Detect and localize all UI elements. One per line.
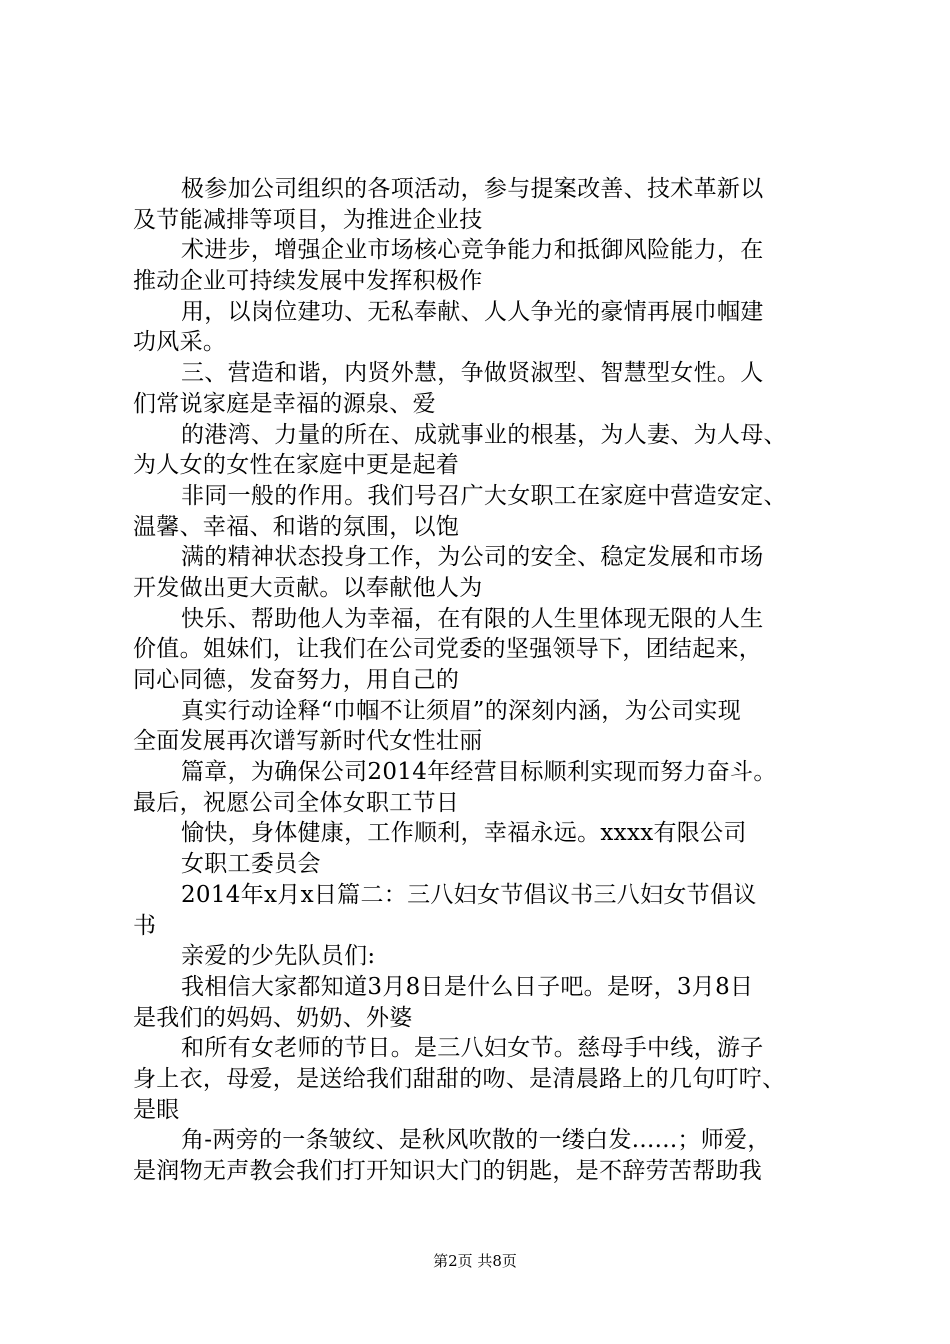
text-line: 全面发展再次谱写新时代女性壮丽 <box>133 728 483 755</box>
text-line: 三、营造和谐，内贤外慧，争做贤淑型、智慧型女性。人 <box>181 360 764 387</box>
text-line: 价值。姐妹们，让我们在公司党委的坚强领导下，团结起来， <box>133 636 763 663</box>
page-footer: 第2页 共8页 <box>433 1252 517 1270</box>
text-line: 愉快，身体健康，工作顺利，幸福永远。xxxx有限公司 <box>181 820 747 847</box>
text-line: 真实行动诠释“巾帼不让须眉”的深刻内涵，为公司实现 <box>181 697 742 724</box>
text-line: 女职工委员会 <box>181 851 321 878</box>
text-line: 我相信大家都知道3月8日是什么日子吧。是呀，3月8日 <box>181 973 754 1000</box>
text-line: 2014年x月x日篇二：三八妇女节倡议书三八妇女节倡议 <box>181 881 757 908</box>
text-line: 为人女的女性在家庭中更是起着 <box>133 452 460 479</box>
text-line: 是润物无声教会我们打开知识大门的钥匙，是不辞劳苦帮助我 <box>133 1158 763 1184</box>
text-line: 开发做出更大贡献。以奉献他人为 <box>133 574 483 601</box>
text-line: 极参加公司组织的各项活动，参与提案改善、技术革新以 <box>181 176 764 202</box>
text-line: 和所有女老师的节日。是三八妇女节。慈母手中线，游子 <box>181 1035 764 1062</box>
text-line: 书 <box>133 912 157 939</box>
text-line: 用，以岗位建功、无私奉献、人人争光的豪情再展巾帼建 <box>181 298 764 325</box>
text-line: 推动企业可持续发展中发挥积极作 <box>133 268 483 295</box>
text-line: 及节能减排等项目，为推进企业技 <box>133 206 483 233</box>
text-line: 温馨、幸福、和谐的氛围，以饱 <box>133 513 460 540</box>
text-line: 是眼 <box>133 1096 180 1123</box>
text-line: 的港湾、力量的所在、成就事业的根基，为人妻、为人母、 <box>181 421 787 448</box>
text-line: 是我们的妈妈、奶奶、外婆 <box>133 1004 413 1031</box>
text-line: 满的精神状态投身工作，为公司的安全、稳定发展和市场 <box>181 544 764 571</box>
text-line: 身上衣，母爱，是送给我们甜甜的吻、是清晨路上的几句叮咛、 <box>133 1065 786 1092</box>
text-line: 术进步，增强企业市场核心竞争能力和抵御风险能力，在 <box>181 237 764 264</box>
text-line: 功风采。 <box>133 329 227 356</box>
text-line: 们常说家庭是幸福的源泉、爱 <box>133 390 436 417</box>
text-line: 非同一般的作用。我们号召广大女职工在家庭中营造安定、 <box>181 482 787 509</box>
text-line: 篇章，为确保公司2014年经营目标顺利实现而努力奋斗。 <box>181 759 777 786</box>
text-line: 同心同德，发奋努力，用自己的 <box>133 667 460 693</box>
text-line: 角-两旁的一条皱纹、是秋风吹散的一缕白发......；师爱， <box>181 1127 771 1154</box>
text-line: 亲爱的少先队员们: <box>181 943 376 970</box>
text-line: 最后，祝愿公司全体女职工节日 <box>133 789 460 816</box>
text-line: 快乐、帮助他人为幸福，在有限的人生里体现无限的人生 <box>181 605 764 632</box>
body-text <box>133 174 843 1187</box>
